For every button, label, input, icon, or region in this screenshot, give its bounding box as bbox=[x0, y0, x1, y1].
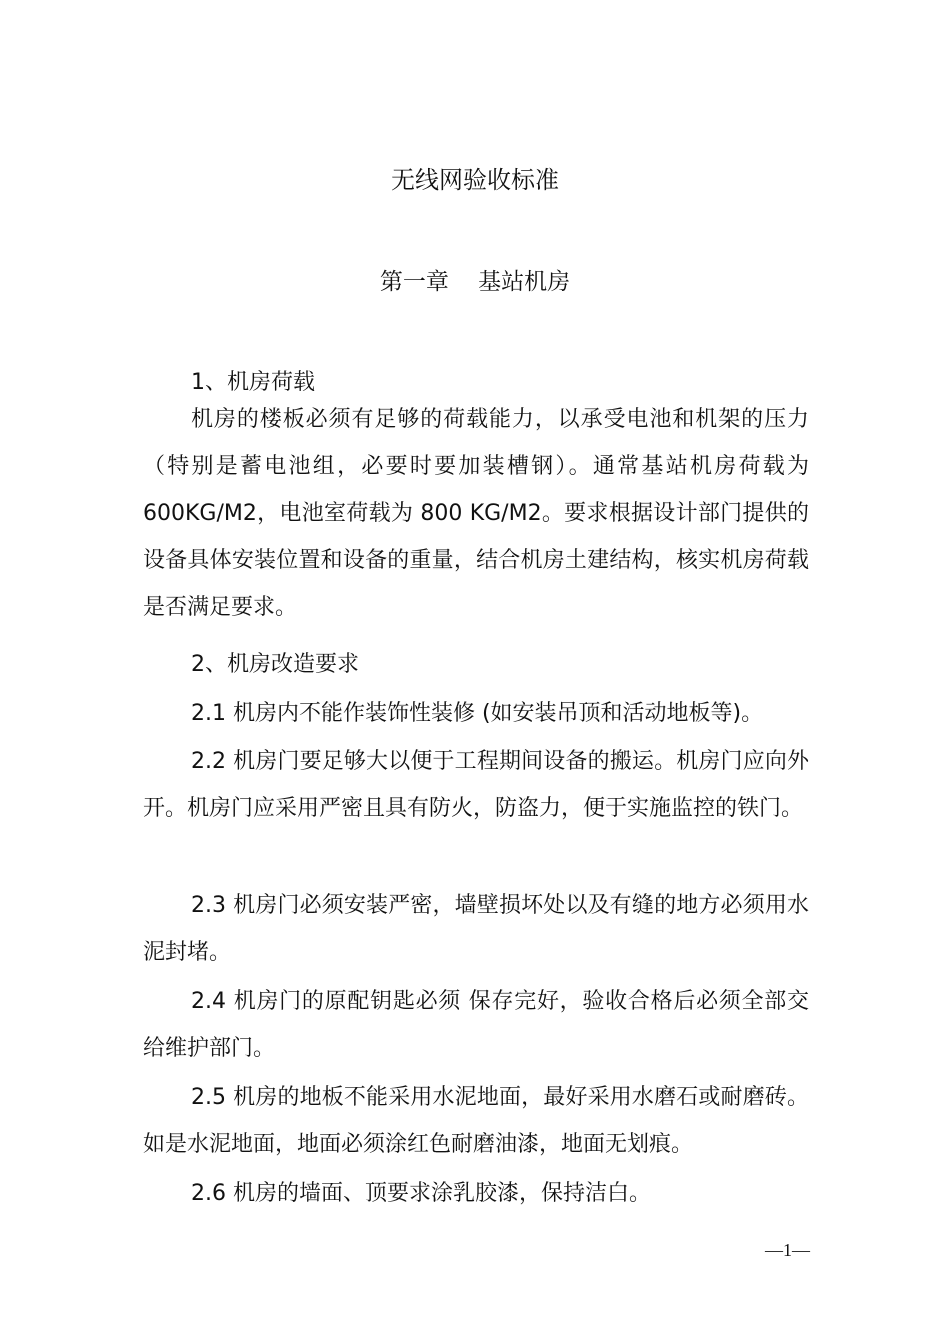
section-heading-renovation: 2、机房改造要求 bbox=[191, 652, 359, 677]
item-2-3-text: 2.3 机房门必须安装严密，墙壁损坏处以及有缝的地方必须用水泥封堵。 bbox=[143, 893, 809, 965]
item-2-6-text: 2.6 机房的墙面、顶要求涂乳胶漆，保持洁白。 bbox=[191, 1181, 651, 1206]
section-body-load bbox=[143, 396, 809, 631]
chapter-title: 第一章 基站机房 bbox=[379, 269, 571, 295]
item-2-1 bbox=[143, 690, 809, 737]
item-2-4-text: 2.4 机房门的原配钥匙必须 保存完好，验收合格后必须全部交给维护部门。 bbox=[143, 989, 809, 1061]
item-2-5 bbox=[143, 1074, 809, 1168]
item-2-1-text: 2.1 机房内不能作装饰性装修 (如安装吊顶和活动地板等)。 bbox=[191, 701, 764, 726]
paragraph-load-requirements: 机房的楼板必须有足够的荷载能力，以承受电池和机架的压力（特别是蓄电池组，必要时要加装槽钢）。通常基站机房荷载为 600KG/M2，电池室荷载为 800 KG/M2。要求根据设计部门提供的设备具体安装位置和设备的重量，结合机房土建结构，核实机房荷载是否满足要求。 bbox=[143, 407, 809, 620]
item-2-2 bbox=[143, 738, 809, 832]
item-2-5-text: 2.5 机房的地板不能采用水泥地面，最好采用水磨石或耐磨砖。如是水泥地面，地面必须涂红色耐磨油漆，地面无划痕。 bbox=[143, 1085, 809, 1157]
item-2-3 bbox=[143, 882, 809, 976]
item-2-2-text: 2.2 机房门要足够大以便于工程期间设备的搬运。机房门应向外开。机房门应采用严密且具有防火，防盗力，便于实施监控的铁门。 bbox=[143, 749, 809, 821]
item-2-6 bbox=[143, 1170, 809, 1217]
page-number: —1— bbox=[765, 1240, 810, 1260]
document-title: 无线网验收标准 bbox=[391, 166, 559, 194]
item-2-4 bbox=[143, 978, 809, 1072]
section-heading-load: 1、机房荷载 bbox=[191, 370, 315, 395]
